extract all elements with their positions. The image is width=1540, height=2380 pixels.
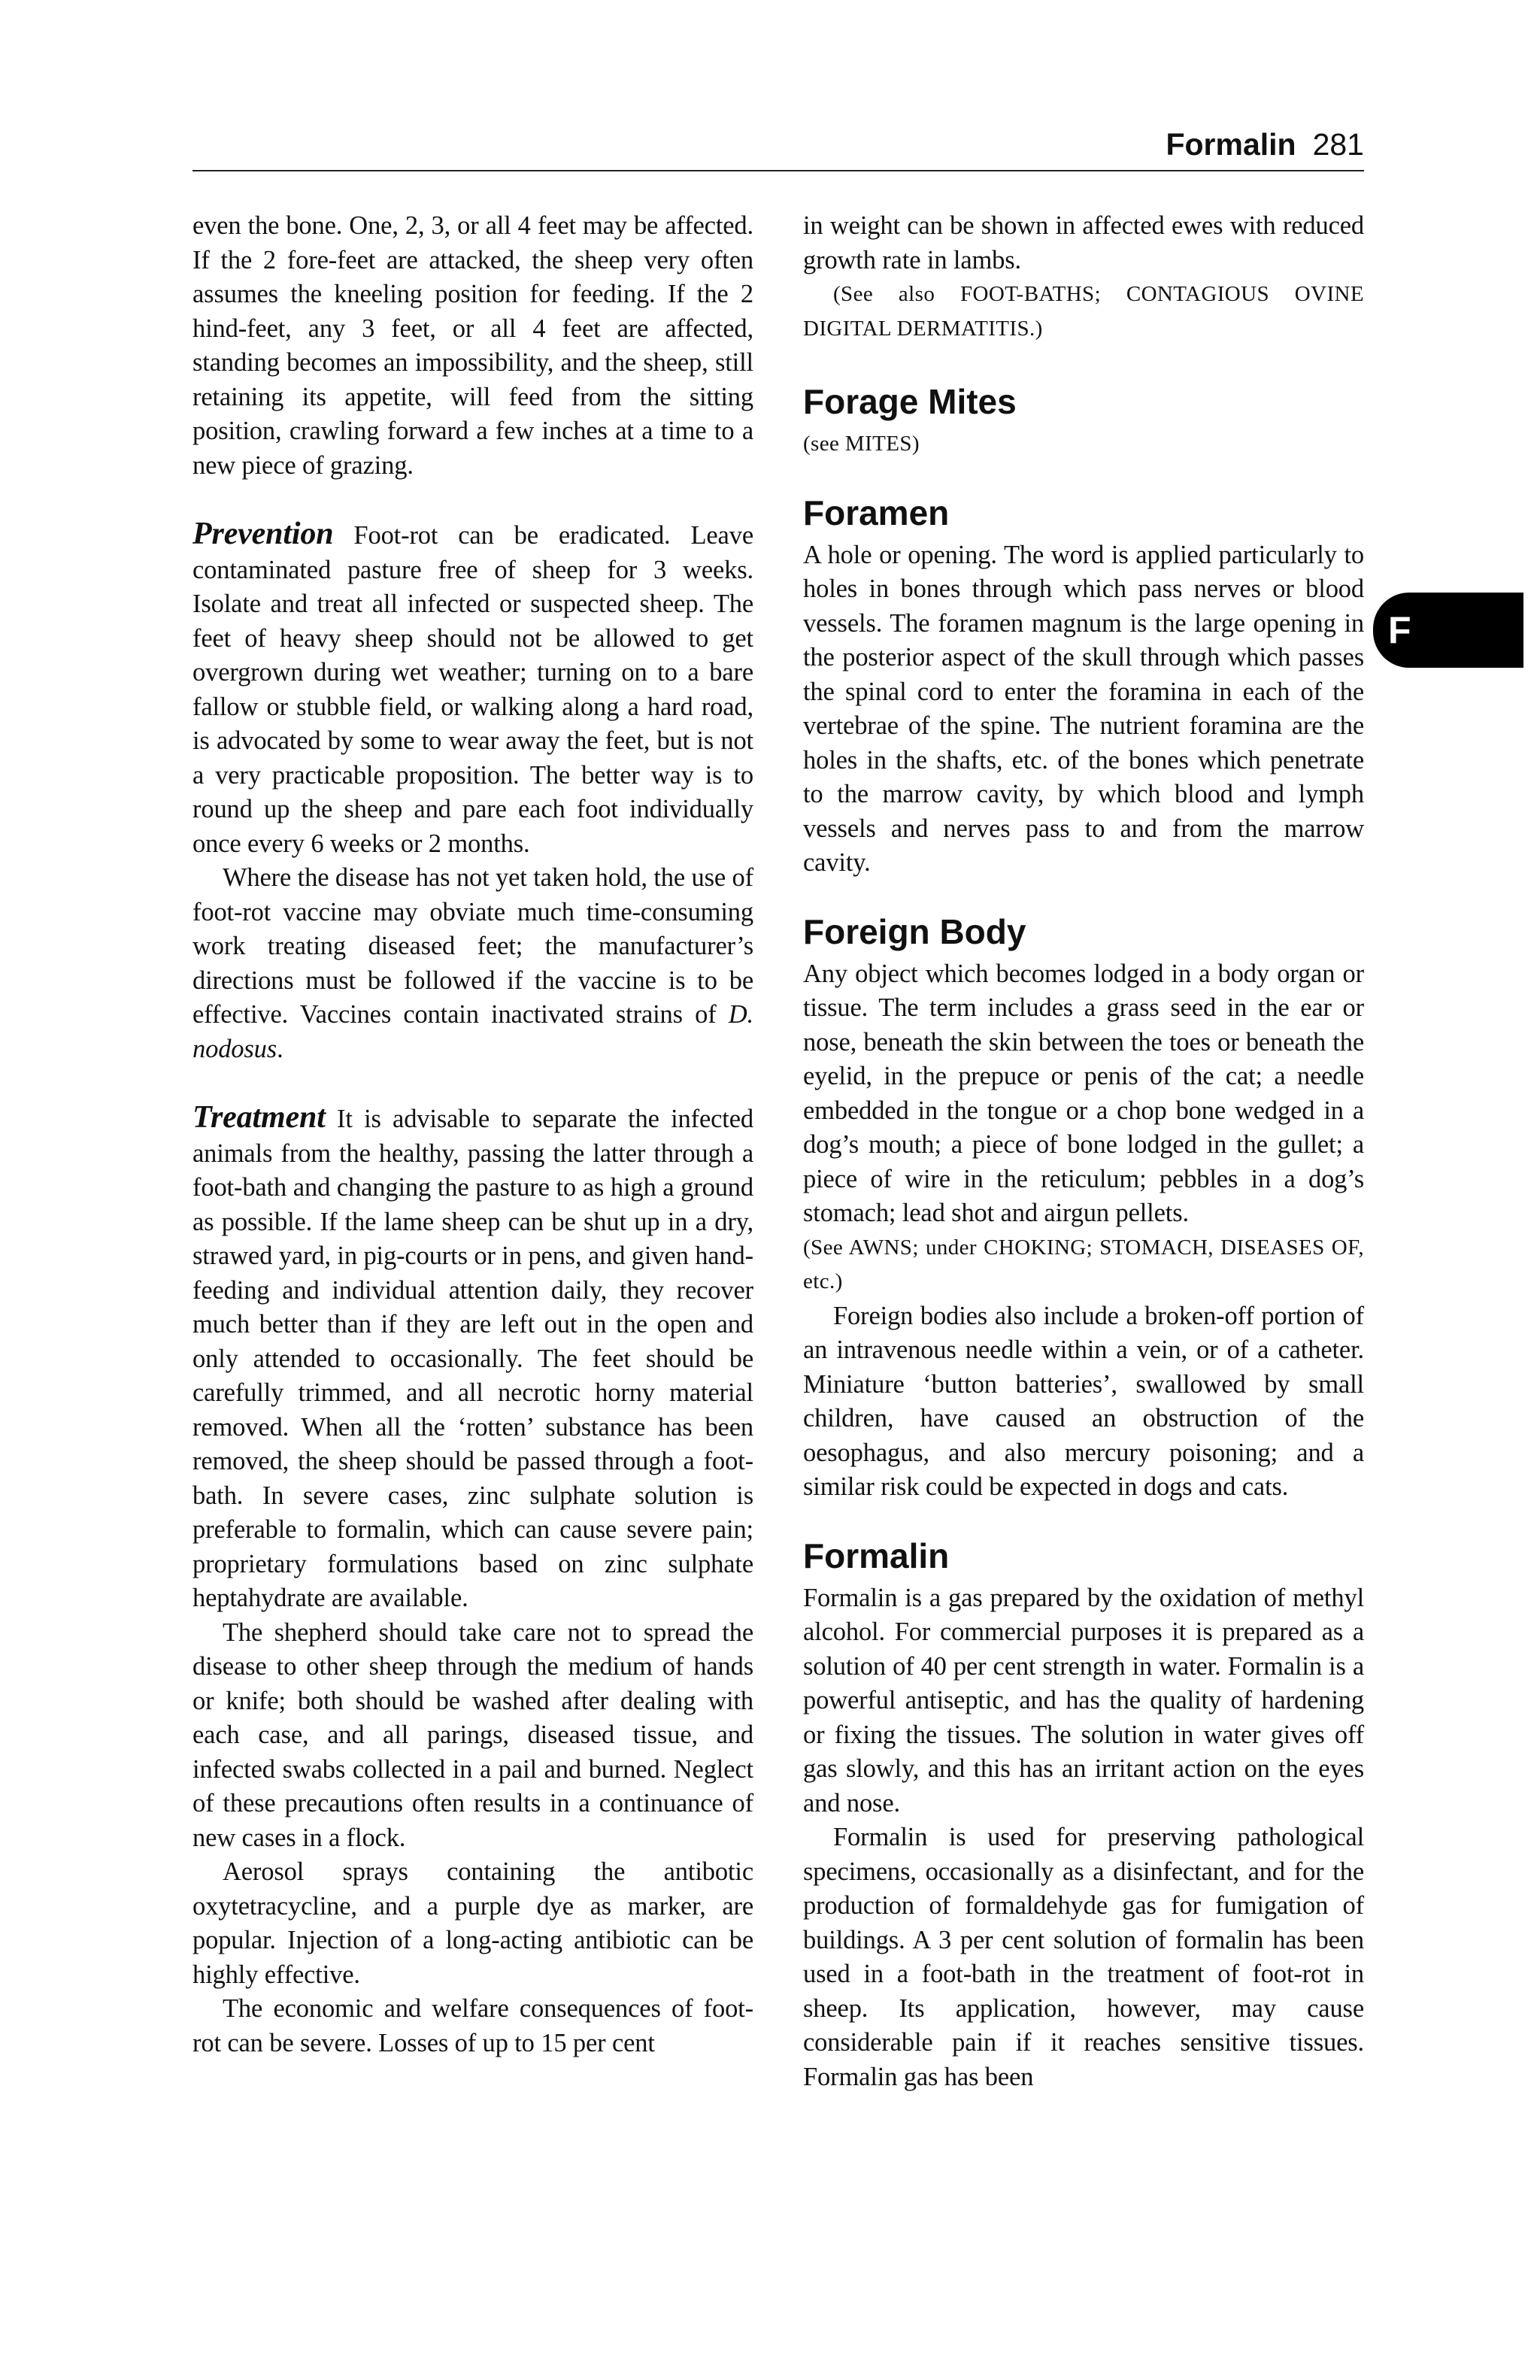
thumb-index-letter: F (1388, 609, 1411, 651)
header-rule (192, 170, 1364, 171)
paragraph-treatment (192, 1101, 753, 1616)
vaccine-text-end: . (277, 1034, 283, 1063)
runin-heading-treatment: Treatment (192, 1100, 326, 1135)
page-number: 281 (1312, 127, 1364, 162)
paragraph-prevention (192, 517, 753, 861)
paragraph-formalin: Formalin is a gas prepared by the oxidation of methyl alcohol. For commercial purposes it is prepared as a solution of 40 per cent strength in water. Formalin is a powerful antiseptic, and has the quality of hardening or fixing the tissues. The solution in water gives off gas slowly, and this has an irritant action on the eyes and nose. (803, 1583, 1364, 1818)
species-name: D. nodosus (192, 1000, 753, 1063)
entry-heading-foreign-body: Foreign Body (803, 911, 1026, 951)
entry-heading-foramen: Foramen (803, 493, 950, 532)
entry-heading-formalin: Formalin (803, 1536, 950, 1575)
running-head-text (1166, 122, 1364, 167)
paragraph-foreign-body-2: Foreign bodies also include a broken-off portion of an intravenous needle within a vein, or of a catheter. Miniature ‘button batteries’, swallowed by small children, have caused an obstruction of the oesophagus, and also mercury poisoning; and a similar risk could be expected in dogs and cats. (803, 1301, 1364, 1501)
treatment-text: It is advisable to separate the infected animals from the healthy, passing the latter through a foot-bath and changing the pasture to as high a ground as possible. If the lame sheep can be shut up in a dry, strawed yard, in pig-courts or in pens, and given hand-feeding and individual attention daily, they recover much better than if they are left out in the open and only attended to occasionally. The feet should be carefully trimmed, and all necrotic horny material removed. When all the ‘rotten’ substance has been removed, the sheep should be passed through a foot-bath. In severe cases, zinc sulphate solution is preferable to formalin, which can cause severe pain; proprietary formulations based on zinc sulphate heptahydrate are available. (192, 1105, 753, 1612)
left-column (192, 209, 753, 2060)
running-title: Formalin (1166, 127, 1296, 162)
vaccine-text: Where the disease has not yet taken hold, the use of foot-rot vaccine may obviate much time-consuming work treating diseased feet; the manufacturer’s directions must be followed if the vaccine is to be effective. Vaccines contain inactivated strains of (192, 863, 753, 1029)
entry-heading-forage-mites: Forage Mites (803, 382, 1017, 421)
cross-reference: (See AWNS; under CHOKING; STOMACH, DISEASES OF, etc.) (803, 1235, 1364, 1293)
paragraph-foreign-body: Any object which becomes lodged in a body organ or tissue. The term includes a grass seed in the ear or nose, beneath the skin between the toes or beneath the eyelid, in the prepuce or penis of the cat; a needle embedded in the tongue or a chop bone wedged in a dog’s mouth; a piece of bone lodged in the gullet; a piece of wire in the reticulum; pebbles in a dog’s stomach; lead shot and airgun pellets. (803, 959, 1364, 1227)
paragraph-vaccine (192, 861, 753, 1066)
right-column (803, 209, 1364, 2094)
prevention-text: Foot-rot can be eradicated. Leave contaminated pasture free of sheep for 3 weeks. Isolate and treat all infected or suspected sheep. The feet of heavy sheep should not be allowed to get overgrown during wet weather; turning on to a bare fallow or stubble field, or walking along a hard road, is advocated by some to wear away the feet, but is not a very practicable proposition. The better way is to round up the sheep and pare each foot individually once every 6 weeks or 2 months. (192, 521, 753, 858)
paragraph-shepherd: The shepherd should take care not to spread the disease to other sheep through the medium of hands or knife; both should be washed after dealing with each case, and all parings, diseased tissue, and infected swabs collected in a pail and burned. Neglect of these precautions often results in a continuance of new cases in a flock. (192, 1617, 753, 1852)
paragraph-economic: The economic and welfare consequences of foot-rot can be severe. Losses of up to 15 per cent (192, 1994, 753, 2057)
paragraph-continuation-right: in weight can be shown in affected ewes with reduced growth rate in lambs. (803, 211, 1364, 274)
running-head (192, 122, 1364, 167)
paragraph-foramen: A hole or opening. The word is applied particularly to holes in bones through which pass nerves or blood vessels. The foramen magnum is the large opening in the posterior aspect of the skull through which passes the spinal cord to enter the foramina in each of the vertebrae of the spine. The nutrient foramina are the holes in the shafts, etc. of the bones which penetrate to the marrow cavity, by which blood and lymph vessels and nerves pass to and from the marrow cavity. (803, 540, 1364, 877)
runin-heading-prevention: Prevention (192, 517, 334, 551)
cross-reference: (see MITES) (803, 432, 920, 456)
cross-reference: (See also FOOT-BATHS; CONTAGIOUS OVINE DIGITAL DERMATITIS.) (803, 282, 1364, 341)
paragraph-formalin-2: Formalin is used for preserving pathological specimens, occasionally as a disinfectant, and for the production of formaldehyde gas for fumigation of buildings. A 3 per cent solution of formalin has been used in a foot-bath in the treatment of foot-rot in sheep. Its application, however, may cause considerable pain if it reaches sensitive tissues. Formalin gas has been (803, 1823, 1364, 2091)
paragraph-aerosol: Aerosol sprays containing the antibotic oxytetracycline, and a purple dye as marker, are popular. Injection of a long-acting antibiotic can be highly effective. (192, 1857, 753, 1989)
paragraph-continuation: even the bone. One, 2, 3, or all 4 feet may be affected. If the 2 fore-feet are attacked, the sheep very often assumes the kneeling position for feeding. If the 2 hind-feet, any 3 feet, or all 4 feet are affected, standing becomes an impossibility, and the sheep, still retaining its appetite, will feed from the sitting position, crawling forward a few inches at a time to a new piece of grazing. (192, 211, 753, 480)
